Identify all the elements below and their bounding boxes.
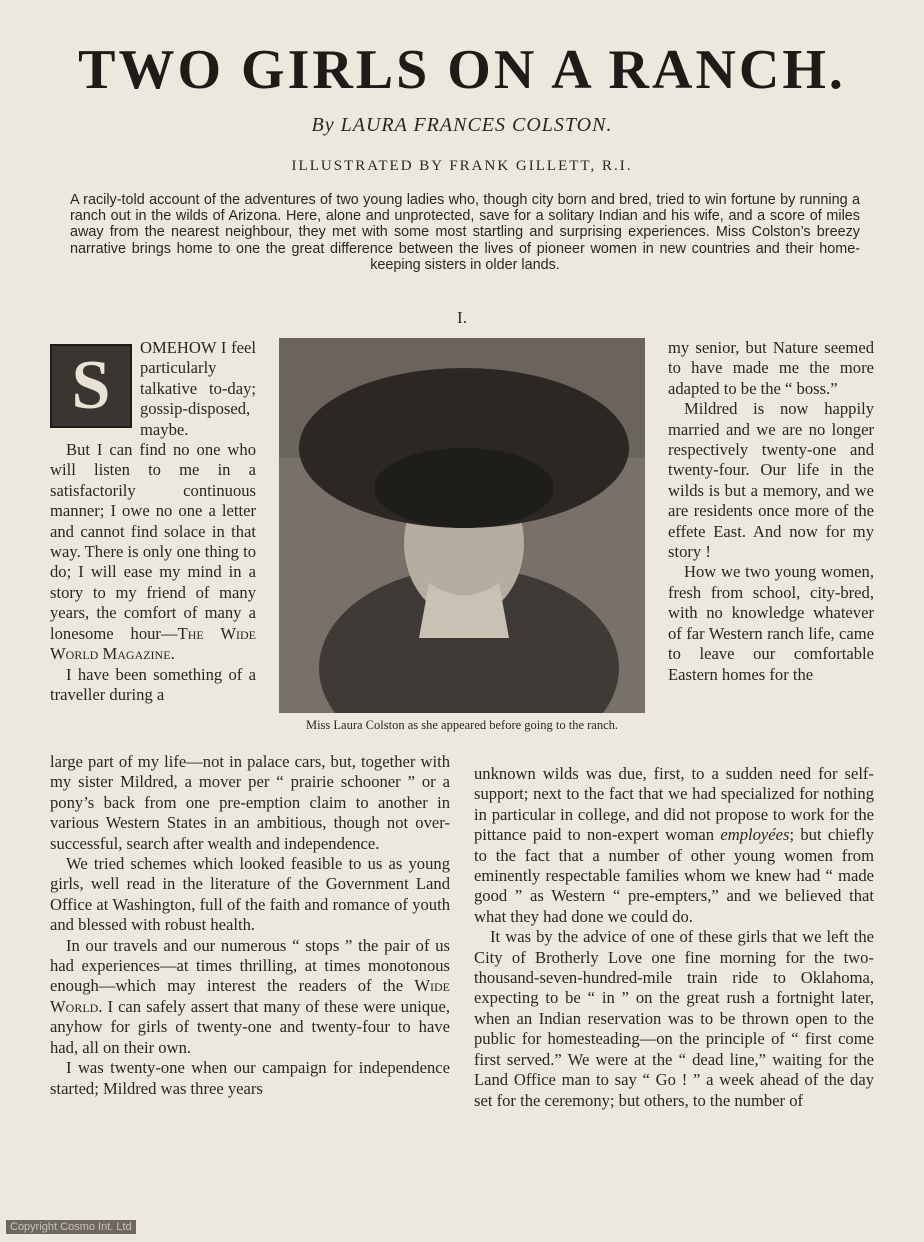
emphasis-text: employées	[720, 825, 790, 845]
paragraph: I was twenty-one when our campaign for independence started; Mildred was three years	[50, 1058, 450, 1098]
paragraph: I have been something of a traveller during a	[50, 664, 256, 704]
drop-cap-ornament	[50, 344, 132, 428]
paragraph: How we two young women, fresh from school, city-bred, with no knowledge whatever of far Western ranch life, came to leave our comfortable Eastern homes for the	[668, 562, 874, 684]
portrait-illustration	[279, 338, 645, 713]
paragraph-text: .	[170, 644, 175, 664]
paragraph: my senior, but Nature seemed to have made me the more adapted to be the “ boss.”	[668, 338, 874, 398]
right-column-continued	[474, 764, 874, 1111]
paragraph: OMEHOW I feel particularly talkative to-day; gossip-disposed, maybe.	[140, 338, 256, 439]
paragraph: large part of my life—not in palace cars, but, together with my sister Mildred, a mover per “ prairie schooner ” or a pony’s back from one pre-emption claim to another in various Western States in an ambitious, though not over-successful, search after wealth and independence.	[50, 752, 450, 853]
drop-cap-letter: S	[71, 347, 111, 424]
photo-caption: Miss Laura Colston as she appeared before going to the ranch.	[305, 718, 619, 732]
left-column	[50, 338, 256, 705]
magazine-name: Wide World	[50, 976, 450, 1016]
author-byline: By LAURA FRANCES COLSTON.	[311, 114, 613, 136]
article-title: TWO GIRLS ON A RANCH.	[78, 39, 846, 101]
paragraph: It was by the advice of one of these girls that we left the City of Brotherly Love one fine morning for the two-thousand-seven-hundred-mile train ride to Oklahoma, expecting to be “ in ” on the great rush a fortnight later, when an Indian reservation was to be thrown open to the public for homesteading—on the principle of “ first come first served.” We were at the “ dead line,” waiting for the Land Office man to say “ Go ! ” a week ahead of the day set for the ceremony; but others, to the number of	[474, 927, 874, 1110]
portrait-photo	[279, 338, 645, 713]
right-column	[668, 338, 874, 685]
illustrator-credit: ILLUSTRATED BY FRANK GILLETT, R.I.	[291, 158, 633, 174]
paragraph	[474, 764, 874, 927]
paragraph-text: In our travels and our numerous “ stops ” the pair of us had experiences—at times thrilling, at times monotonous enough—which may interest the readers of the	[50, 935, 450, 996]
paragraph-text: unknown wilds was due, first, to a sudden need for self-support; next to the fact that we had specialized for nothing in particular in college, and did not propose to work for the pittance paid to non-expert woman	[474, 764, 874, 845]
intro-summary: A racily-told account of the adventures of two young ladies who, though city born and bred, tried to win fortune by running a ranch out in the wilds of Arizona. Here, alone and unprotected, save for a solitary Indian and his wife, and a score of miles away from the nearest neighbour, they met with some most startling and surprising experiences. Miss Colston’s breezy narrative brings home to one the great difference between the lives of pioneer women in new countries and their home-keeping sisters in older lands.	[70, 192, 860, 273]
paragraph	[50, 440, 256, 664]
paragraph: Mildred is now happily married and we are no longer respectively twenty-one and twenty-four. Our life in the wilds is but a memory, and we are residents once more of the effete East. And now for my story !	[668, 399, 874, 562]
copyright-watermark: Copyright Cosmo Int. Ltd	[6, 1220, 136, 1234]
paragraph-text: ; but chiefly to the fact that a number of other young women from eminently respectable families whom we knew had “ made good ” as Western “ pre-empters,” and we believed that what they had done we could do.	[474, 825, 874, 926]
paragraph: We tried schemes which looked feasible to us as young girls, well read in the literature of the Government Land Office at Washington, full of the faith and romance of youth and blessed with robust health.	[50, 854, 450, 935]
paragraph-text: But I can find no one who will listen to me in a satisfactorily continuous manner; I owe no one a letter and cannot find solace in that way. There is only one thing to do; I will ease my mind in a story to my friend of many years, the comfort of many a lonesome hour—	[50, 440, 256, 643]
section-number: I.	[457, 308, 467, 327]
magazine-name: The Wide World Magazine	[50, 623, 256, 664]
left-column-continued	[50, 752, 450, 1099]
paragraph-text: . I can safely assert that many of these were unique, anyhow for girls of twenty-one and twenty-four to have had, all on their own.	[50, 996, 450, 1057]
paragraph	[50, 936, 450, 1058]
